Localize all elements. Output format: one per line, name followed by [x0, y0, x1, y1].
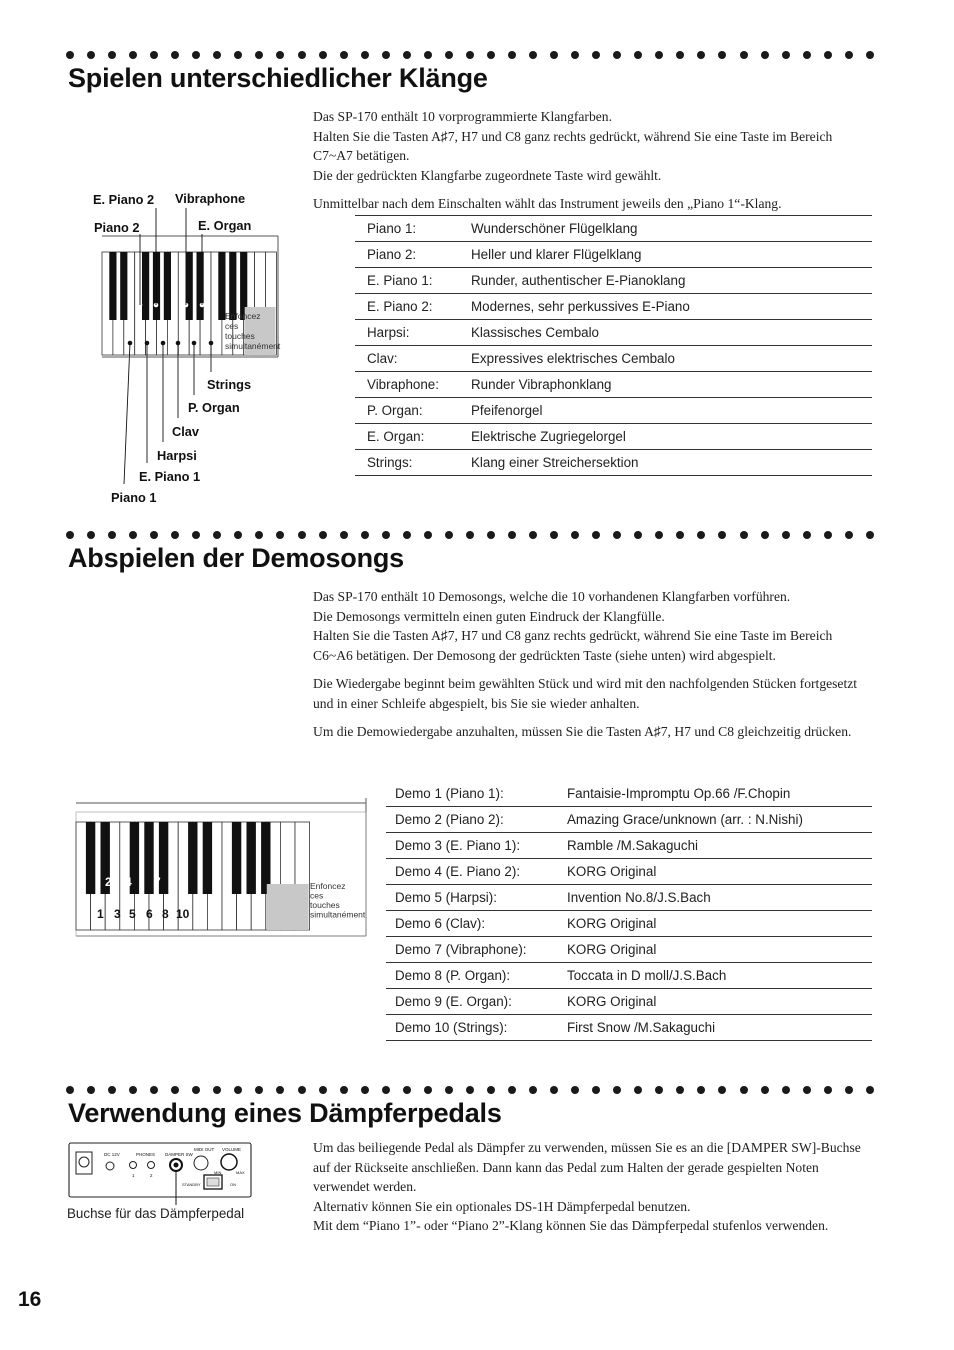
demo-name: Demo 1 (Piano 1): — [395, 786, 504, 801]
label-min: MIN — [214, 1170, 222, 1175]
demo-number-white: 10 — [176, 907, 190, 921]
sound-desc: Klassisches Cembalo — [471, 325, 600, 340]
label-damper: DAMPER SW — [165, 1152, 193, 1157]
demo-number-black: 2 — [105, 875, 112, 889]
paragraph: Die Demosongs vermitteln einen guten Eindruck der Klangfülle. — [313, 608, 665, 624]
keys-note-text: ces — [310, 890, 324, 901]
keys-note-text: simultanément — [310, 909, 366, 920]
demo-desc: Toccata in D moll/J.S.Bach — [567, 968, 727, 983]
paragraph: Das SP-170 enthält 10 vorprogrammierte Klangfarben. — [313, 109, 612, 124]
sound-name: P. Organ: — [367, 403, 423, 418]
volume-knob — [221, 1154, 237, 1170]
sound-name: E. Organ: — [367, 429, 425, 444]
keys-note-text: Enfoncez — [225, 311, 261, 321]
demo-desc: First Snow /M.Sakaguchi — [567, 1020, 716, 1035]
label-e-organ: E. Organ — [198, 218, 252, 233]
section-title-sounds: Spielen unterschiedlicher Klänge — [68, 63, 488, 93]
demo-number-white: 5 — [129, 907, 136, 921]
demo-desc: Ramble /M.Sakaguchi — [567, 838, 698, 853]
section-title-demos: Abspielen der Demosongs — [68, 543, 404, 573]
label-phones-1: 1 — [132, 1173, 135, 1178]
demo-desc: Amazing Grace/unknown (arr. : N.Nishi) — [567, 812, 803, 827]
sound-desc: Runder Vibraphonklang — [471, 377, 612, 392]
demo-number-white: 3 — [114, 907, 121, 921]
demo-name: Demo 5 (Harpsi): — [395, 890, 497, 905]
sound-desc: Expressives elektrisches Cembalo — [471, 351, 675, 366]
paragraph: Das SP-170 enthält 10 Demosongs, welche die 10 vorhandenen Klangfarben vorführen. — [313, 589, 791, 604]
demo-number-black: 9 — [171, 875, 178, 889]
demo-number-white: 8 — [162, 907, 169, 921]
demo-name: Demo 10 (Strings): — [395, 1020, 508, 1035]
paragraph: Mit dem “Piano 1”- oder “Piano 2”-Klang können Sie das Dämpferpedal stufenlos verwenden. — [313, 1218, 829, 1233]
paragraph: Um das beiliegende Pedal als Dämpfer zu verwenden, müssen Sie es an die [DAMPER SW]-Buchse auf der Rückseite anschließen. Dann kann das Pedal zum Halten der gerade gespielten Noten verwendet werden. — [313, 1140, 861, 1194]
paragraph: Die Wiedergabe beginnt beim gewählten Stück und wird mit den nachfolgenden Stücken fortgesetzt und in einer Schleife abgespielt, bis Sie sie wieder anhalten. — [313, 676, 858, 711]
label-vibraphone: Vibraphone — [175, 191, 246, 206]
keys-note-text: touches — [225, 331, 255, 341]
section-title-damper: Verwendung eines Dämpferpedals — [68, 1098, 502, 1128]
standby-switch-button — [207, 1178, 219, 1186]
label-midi: MIDI OUT — [194, 1147, 215, 1152]
label-e-piano-2: E. Piano 2 — [93, 192, 155, 207]
label-piano-1: Piano 1 — [111, 490, 157, 505]
keys-note-text: simultanément — [225, 341, 281, 351]
demo-name: Demo 9 (E. Organ): — [395, 994, 512, 1009]
demo-name: Demo 8 (P. Organ): — [395, 968, 511, 983]
label-phones-2: 2 — [150, 1173, 153, 1178]
keys-note-text: ces — [225, 321, 239, 331]
sound-name: Vibraphone: — [367, 377, 439, 392]
demo-desc: KORG Original — [567, 864, 657, 879]
demo-name: Demo 6 (Clav): — [395, 916, 486, 931]
sound-desc: Pfeifenorgel — [471, 403, 543, 418]
label-piano-2: Piano 2 — [94, 220, 140, 235]
paragraph: Halten Sie die Tasten A♯7, H7 und C8 ganz rechts gedrückt, während Sie eine Taste im Bereich C7~A7 betätigen. — [313, 128, 833, 163]
demo-desc: KORG Original — [567, 994, 657, 1009]
sound-name: Harpsi: — [367, 325, 410, 340]
damper-jack-center — [174, 1163, 179, 1168]
demo-name: Demo 7 (Vibraphone): — [395, 942, 527, 957]
label-dc: DC 12V — [104, 1152, 120, 1157]
demo-number-white: 1 — [97, 907, 104, 921]
demo-desc: Invention No.8/J.S.Bach — [567, 890, 711, 905]
paragraph: Alternativ können Sie ein optionales DS-1H Dämpferpedal benutzen. — [313, 1198, 691, 1214]
sound-name: Strings: — [367, 455, 413, 470]
demo-number-black: 7 — [154, 875, 161, 889]
sound-name: E. Piano 2: — [367, 299, 433, 314]
demo-number-black: 4 — [125, 875, 132, 889]
damper-jack-caption: Buchse für das Dämpferpedal — [67, 1206, 245, 1221]
demo-name: Demo 2 (Piano 2): — [395, 812, 504, 827]
sound-desc: Elektrische Zugriegelorgel — [471, 429, 626, 444]
demo-number-white: 6 — [146, 907, 153, 921]
label-harpsi: Harpsi — [157, 448, 197, 463]
label-on: ON — [230, 1182, 236, 1187]
sound-name: Clav: — [367, 351, 398, 366]
keys-note-text: Enfoncez — [310, 881, 346, 891]
paragraph: Um die Demowiedergabe anzuhalten, müssen Sie die Tasten A♯7, H7 und C8 gleichzeitig drücken. — [313, 724, 852, 739]
demo-name: Demo 4 (E. Piano 2): — [395, 864, 521, 879]
demo-desc: Fantaisie-Impromptu Op.66 /F.Chopin — [567, 786, 791, 801]
sound-desc: Wunderschöner Flügelklang — [471, 221, 638, 236]
paragraph: Halten Sie die Tasten A♯7, H7 und C8 ganz rechts gedrückt, während Sie eine Taste im Bereich C6~A6 betätigen. Der Demosong der gedrückten Taste (siehe unten) wird abgespielt. — [313, 628, 833, 663]
sound-desc: Heller und klarer Flügelklang — [471, 247, 642, 262]
label-max: MAX — [236, 1170, 245, 1175]
sound-name: E. Piano 1: — [367, 273, 433, 288]
page-number: 16 — [18, 1288, 42, 1311]
label-strings: Strings — [207, 377, 252, 392]
label-clav: Clav — [172, 424, 200, 439]
label-phones: PHONES — [136, 1152, 156, 1157]
keys-note-text: touches — [310, 900, 340, 910]
sound-desc: Modernes, sehr perkussives E-Piano — [471, 299, 690, 314]
label-volume: VOLUME — [222, 1147, 242, 1152]
label-e-piano-1: E. Piano 1 — [139, 469, 201, 484]
demo-desc: KORG Original — [567, 942, 657, 957]
label-p-organ: P. Organ — [188, 400, 240, 415]
sound-desc: Runder, authentischer E-Pianoklang — [471, 273, 686, 288]
paragraph: Unmittelbar nach dem Einschalten wählt das Instrument jeweils den „Piano 1“-Klang. — [313, 196, 782, 211]
sound-name: Piano 2: — [367, 247, 417, 262]
label-standby: STANDBY — [182, 1182, 201, 1187]
paragraph: Die der gedrückten Klangfarbe zugeordnete Taste wird gewählt. — [313, 167, 662, 183]
sound-desc: Klang einer Streichersektion — [471, 455, 639, 470]
demo-desc: KORG Original — [567, 916, 657, 931]
demo-name: Demo 3 (E. Piano 1): — [395, 838, 521, 853]
sound-name: Piano 1: — [367, 221, 417, 236]
